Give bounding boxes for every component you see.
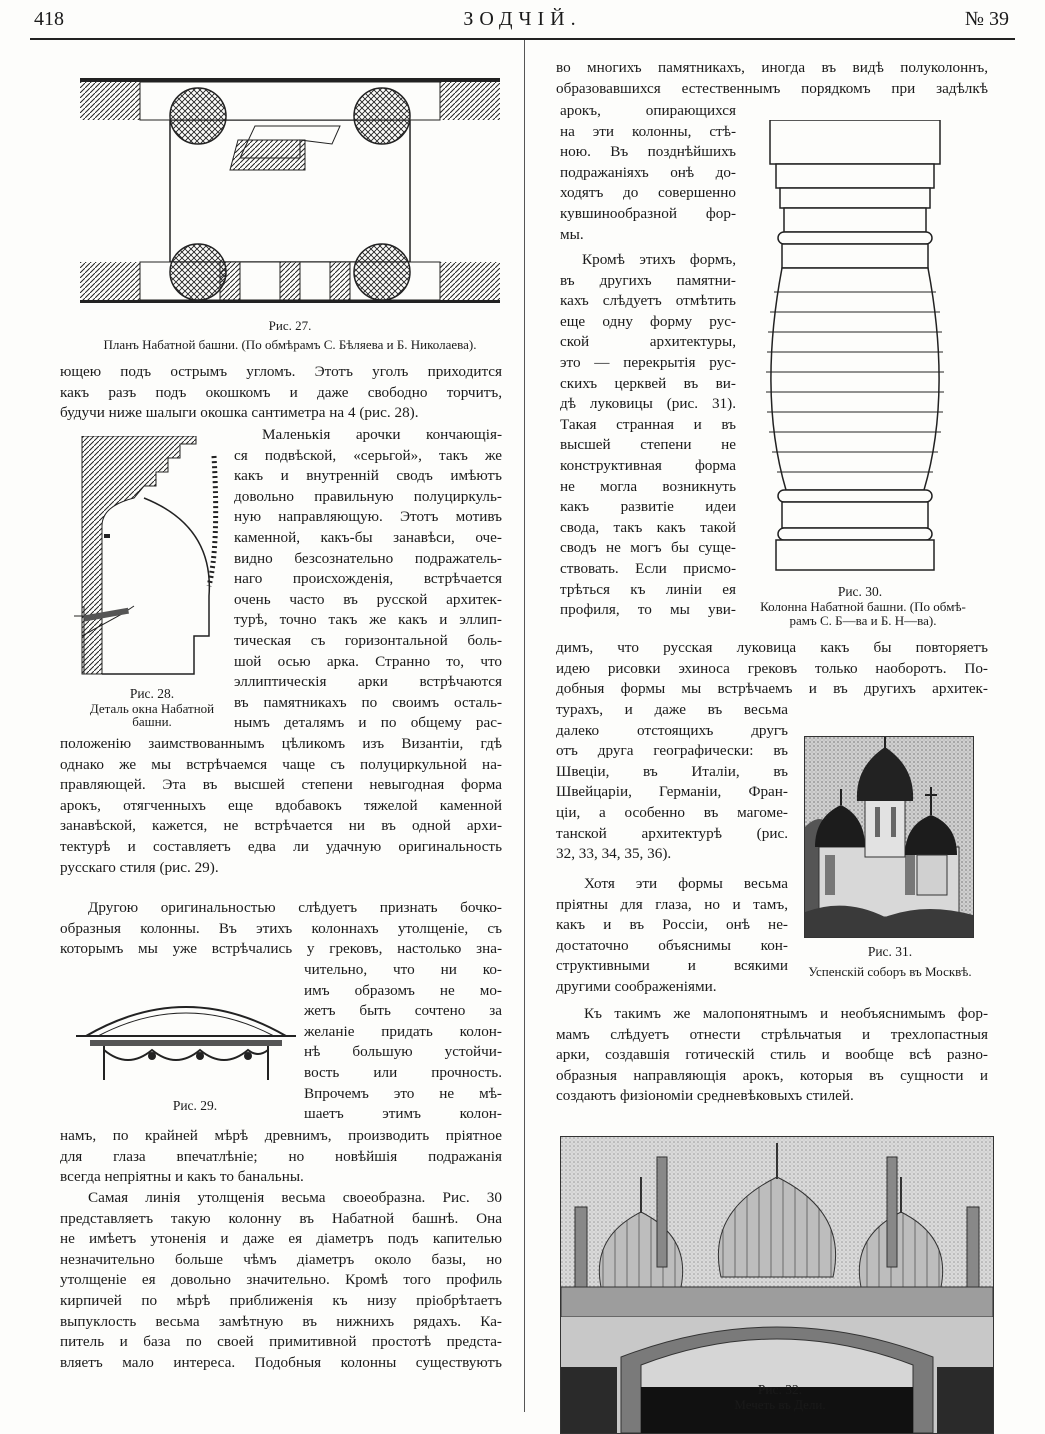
text-line: во многихъ памятникахъ, иногда въ видѣ полуколоннъ,	[556, 59, 988, 76]
text-line: однако же мы встрѣчаемся чаще съ полуциркульной на-	[60, 755, 502, 773]
text-line: въ другихъ памятни-	[560, 271, 736, 289]
text-line: Швейцаріи, Германіи, Фран-	[556, 783, 788, 801]
left-paragraph-4	[60, 898, 502, 960]
left-paragraph-5	[304, 960, 502, 1125]
right-paragraph-3	[560, 250, 736, 621]
fig28-caption-line1: Деталь окна Набатной	[89, 701, 215, 716]
text-line: отъ друга географически: въ	[556, 742, 788, 760]
text-line: Такая странная и въ	[560, 415, 736, 433]
text-line: еще одну форму рус-	[560, 312, 736, 330]
text-line: мамъ слѣдуетъ отнести стрѣльчатыя и трехлопастныя	[556, 1025, 988, 1043]
text-line: въ памятникахъ по своимъ осталь-	[234, 693, 502, 711]
text-line: жетъ быть сочтено за	[304, 1002, 502, 1020]
fig30-caption-line3: рамъ С. Б—ва и Б. Н—ва).	[789, 613, 937, 628]
column-separator	[524, 40, 525, 1412]
journal-title: ЗОДЧІЙ.	[463, 8, 582, 30]
text-line: каменной, какъ-бы занавѣси, оче-	[234, 528, 502, 546]
text-line: русскаго стиля (рис. 29).	[60, 858, 219, 876]
text-line: другими соображеніями.	[556, 977, 717, 995]
fig32-caption-text: Мечеть въ Дели.	[734, 1397, 826, 1412]
header-rule	[30, 38, 1015, 40]
text-line: это — перекрытія рус-	[560, 353, 736, 371]
text-line: турѣ, точно такъ же какъ и эллип-	[234, 611, 502, 629]
text-line: 32, 33, 34, 35, 36).	[556, 845, 672, 863]
text-line: будучи ниже шалыги окошка сантиметра на 4 (рис. 28).	[60, 404, 419, 422]
fig30-caption-number: Рис. 30.	[837, 584, 883, 599]
text-line: арокъ, отягченныхъ еще вдобавокъ тяжелой каменной	[60, 796, 502, 814]
text-line: ской архитектуры,	[560, 333, 736, 351]
text-line: ціи, а особенно въ магоме-	[556, 803, 788, 821]
fig30-column-drawing	[760, 120, 950, 580]
text-line: нѣ большую устойчи-	[304, 1043, 502, 1061]
left-paragraph-2	[234, 425, 502, 734]
text-line: высшей степени не	[560, 436, 736, 454]
text-line: всегда непріятны и какъ то банальны.	[60, 1168, 304, 1186]
text-line: Впрочемъ это не мѣ-	[304, 1084, 502, 1102]
text-line: скихъ церквей въ ви-	[560, 374, 736, 392]
text-line: ною. Въ позднѣйшихъ	[560, 143, 736, 161]
fig29-caption-number: Рис. 29.	[172, 1098, 218, 1113]
text-line: кирпичей по мѣрѣ приближенія къ низу пріобрѣтаетъ	[60, 1291, 502, 1309]
text-line: очень часто въ русской архитек-	[234, 590, 502, 608]
fig30-caption-line2: Колонна Набатной башни. (По обмѣ-	[760, 599, 966, 614]
right-paragraph-4	[556, 638, 988, 700]
text-line: далеко отстоящихъ другъ	[556, 721, 788, 739]
text-line: кувшинообразной фор-	[560, 204, 736, 222]
right-paragraph-5	[556, 700, 788, 865]
text-line: кахъ слѣдуетъ отмѣтить	[560, 292, 736, 310]
text-line: тическая съ горизонтальной боль-	[234, 631, 502, 649]
right-paragraph-2	[560, 101, 736, 245]
fig27-caption-text: Планъ Набатной башни. (По обмѣрамъ С. Бѣляева и Б. Николаева).	[103, 337, 477, 352]
text-line: ющею подъ острымъ угломъ. Этотъ уголъ приходится	[60, 363, 502, 380]
text-line: арки, создавшія готическій стиль и вообще всѣ разно-	[556, 1046, 988, 1064]
text-line: ствовать. Если присмо-	[560, 559, 736, 577]
text-line: идею рисовки эхиноса грековъ только наоборотъ. По-	[556, 659, 988, 677]
text-line: Къ такимъ же малопонятнымъ и необъяснимымъ фор-	[584, 1005, 988, 1022]
right-paragraph-7	[556, 1004, 988, 1107]
fig28-caption-number: Рис. 28.	[129, 686, 175, 701]
text-line: Самая линія утолщенія весьма своеобразна. Рис. 30	[88, 1189, 502, 1206]
text-line: подражаніяхъ онѣ до-	[560, 163, 736, 181]
text-line: турахъ, и даже въ весьма	[556, 701, 788, 718]
text-line: питель и база по своей примитивной простотѣ предста-	[60, 1333, 502, 1351]
text-line: создаютъ физіономіи средневѣковыхъ стилей.	[556, 1087, 854, 1105]
text-line: ную направляющую. Этотъ мотивъ	[234, 508, 502, 526]
text-line: шой осью арка. Странно то, что	[234, 652, 502, 670]
text-line: утолщеніе ея довольно значительно. Кромѣ того профиль	[60, 1271, 502, 1289]
issue-number: № 39	[964, 8, 1009, 30]
text-line: незначительно больше чѣмъ діаметръ около базы, но	[60, 1250, 502, 1268]
text-line: выпуклость весьма замѣтную въ нижнихъ рядахъ. Ка-	[60, 1312, 502, 1330]
text-line: какъ и внутренній сводъ имѣютъ	[234, 467, 502, 485]
fig31-cathedral-photo	[804, 736, 974, 938]
fig28-caption-line2: башни.	[132, 714, 172, 729]
text-line: представляетъ такую колонну въ Набатной башнѣ. Она	[60, 1209, 502, 1227]
text-line: вость или прочность.	[304, 1063, 502, 1081]
text-line: шаетъ этимъ колон-	[304, 1105, 502, 1123]
text-line: сводъ не могъ бы суще-	[560, 539, 736, 557]
text-line: ся подвѣской, «серьгой», такъ же	[234, 446, 502, 464]
text-line: Другою оригинальностью слѣдуетъ признать бочко-	[88, 899, 502, 916]
text-line: занавѣской, кажется, не встрѣчается ни въ одной архи-	[60, 817, 502, 835]
text-line: достаточно объяснимы кон-	[556, 936, 788, 954]
text-line: профиля, то мы уви-	[560, 601, 736, 619]
text-line: наго происхожденія, встрѣчается	[234, 570, 502, 588]
text-line: вляетъ мало интереса. Подобныя колонны существуютъ	[60, 1353, 502, 1371]
text-line: тектурѣ и составляетъ едва ли удачную оригинальность	[60, 837, 502, 855]
text-line: эллиптическія арки встрѣчаются	[234, 673, 502, 691]
text-line: намъ, по крайней мѣрѣ древнимъ, производить пріятное	[60, 1127, 502, 1144]
text-line: дѣ луковицы (рис. 31).	[560, 395, 736, 413]
text-line: образныя колонны. Въ этихъ колоннахъ утолщеніе, съ	[60, 919, 502, 937]
left-paragraph-1	[60, 362, 502, 424]
text-line: видно безсознательно подражатель-	[234, 549, 502, 567]
text-line: димъ, что русская луковица какъ бы повторяетъ	[556, 639, 988, 656]
text-line: трѣться къ линіи ея	[560, 580, 736, 598]
text-line: нымъ деталямъ и по общему рас-	[234, 714, 502, 732]
text-line: какъ развитіе идеи	[560, 498, 736, 516]
fig28-window-drawing	[74, 436, 224, 676]
text-line: структивными и всякими	[556, 957, 788, 975]
text-line: для глаза впечатлѣніе; но новѣйшія подражанія	[60, 1147, 502, 1165]
text-line: на эти колонны, стѣ-	[560, 122, 736, 140]
fig32-caption-number: Рис. 32.	[757, 1382, 803, 1397]
fig29-arch-drawing	[76, 988, 296, 1083]
left-paragraph-6	[60, 1126, 502, 1188]
text-line: свода, такъ какъ такой	[560, 518, 736, 536]
text-line: ходятъ до совершенно	[560, 184, 736, 202]
right-paragraph-6	[556, 874, 788, 998]
right-paragraph-1	[556, 58, 988, 99]
text-line: добныя формы мы встрѣчаемъ и въ другихъ архитек-	[556, 680, 988, 698]
text-line: Маленькія арочки кончающія-	[262, 426, 502, 443]
text-line: Хотя эти формы весьма	[584, 875, 788, 892]
text-line: имъ образомъ не мо-	[304, 981, 502, 999]
text-line: конструктивная форма	[560, 456, 736, 474]
fig31-caption-text: Успенскій соборъ въ Москвѣ.	[808, 964, 972, 979]
text-line: образныя направляющія арокъ, которыя въ сущности и	[556, 1066, 988, 1084]
text-line: правляющей. Эта въ высшей степени невыгодная форма	[60, 776, 502, 794]
page-number: 418	[34, 8, 64, 30]
text-line: танской архитектурѣ (рис.	[556, 824, 788, 842]
text-line: какъ и въ Россіи, онѣ не-	[556, 916, 788, 934]
text-line: положенію заимствованнымъ цѣликомъ изъ Византіи, гдѣ	[60, 735, 502, 752]
text-line: не могла возникнуть	[560, 477, 736, 495]
left-paragraph-7	[60, 1188, 502, 1373]
text-line: Кромѣ этихъ формъ,	[582, 251, 736, 268]
text-line: не имѣетъ утоненія и даже ея діаметръ подъ капителью	[60, 1230, 502, 1248]
fig27-plan-drawing	[80, 78, 500, 303]
text-line: какъ разъ подъ окошкомъ и даже свободно торчитъ,	[60, 383, 502, 401]
text-line: чительно, что ни ко-	[304, 961, 502, 978]
text-line: желаніе придать колон-	[304, 1022, 502, 1040]
left-paragraph-3	[60, 734, 502, 878]
text-line: довольно правильную полуциркуль-	[234, 487, 502, 505]
text-line: мы.	[560, 225, 584, 243]
text-line: арокъ, опирающихся	[560, 102, 736, 119]
text-line: Швеціи, въ Италіи, въ	[556, 762, 788, 780]
text-line: которымъ мы уже встрѣчались у грековъ, настолько зна-	[60, 940, 502, 958]
fig27-caption-number: Рис. 27.	[268, 318, 312, 333]
text-line: пріятны для глаза, но и тамъ,	[556, 895, 788, 913]
text-line: образовавшихся естественнымъ порядкомъ при задѣлкѣ	[556, 79, 988, 97]
fig31-caption-number: Рис. 31.	[867, 944, 913, 959]
